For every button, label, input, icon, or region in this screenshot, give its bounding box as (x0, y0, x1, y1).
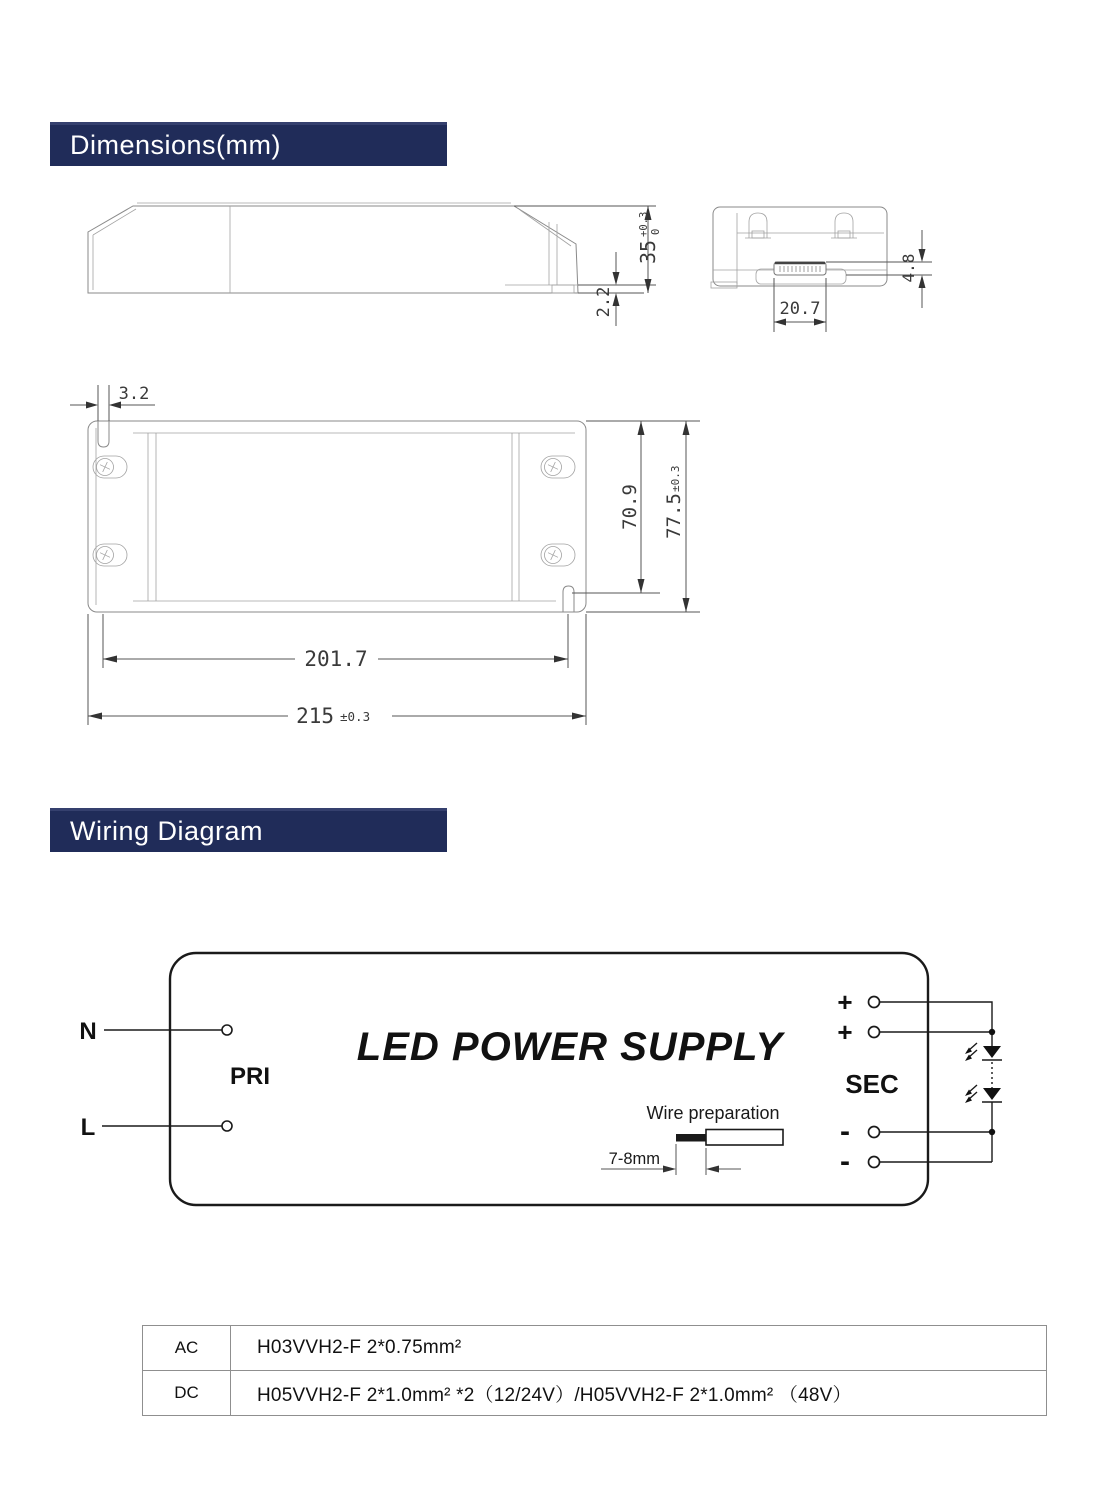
dim-slot-width-value: 3.2 (118, 384, 150, 404)
dim-mounting-pitch (103, 614, 568, 671)
side-view-drawing (88, 203, 662, 326)
dim-lip-2-2 (594, 252, 620, 326)
minus-label-2: - (840, 1145, 850, 1178)
plus-terminal-2 (869, 1027, 880, 1038)
wiring-diagram (79, 953, 1002, 1205)
wire-insulation (706, 1130, 783, 1146)
strip-length-label: 7-8mm (608, 1150, 660, 1168)
minus-terminal-1 (869, 1127, 880, 1138)
dim-overall-height-tol: ±0.3 (669, 465, 682, 492)
top-view-inner-horizontals (133, 433, 575, 601)
top-view-keyhole-slot-top (98, 421, 109, 447)
end-view-mount-post-2 (831, 213, 857, 238)
end-view-left-foot (711, 282, 737, 288)
neutral-terminal (222, 1025, 232, 1035)
primary-label: PRI (229, 1063, 271, 1090)
dim-slot-width (70, 384, 155, 421)
plus-terminal-1 (869, 997, 880, 1008)
wiring-section-title: Wiring Diagram (70, 816, 264, 846)
power-supply-box (170, 953, 928, 1205)
wire-preparation-inset (601, 1103, 783, 1175)
led-symbol-1 (965, 1043, 1002, 1061)
stripped-conductor (676, 1134, 706, 1142)
wire-type-dc-value: H05VVH2-F 2*1.0mm² *2（12/24V）/H05VVH2-F 2*1.0mm² （48V） (231, 1371, 1047, 1416)
side-view-left-chamfer (93, 209, 136, 290)
wire-type-dc-label: DC (143, 1371, 231, 1416)
dim-height-value: 35 (636, 239, 660, 265)
line-terminal (222, 1121, 232, 1131)
top-view-inner-verticals (148, 433, 519, 601)
junction-dot-minus (989, 1129, 995, 1135)
dim-overall-length-tol: ±0.3 (340, 709, 371, 724)
plus-label-2: + (837, 1017, 853, 1047)
wire-type-ac-label: AC (143, 1326, 231, 1371)
side-view-outline (88, 206, 578, 293)
top-view-screw-tabs (93, 456, 575, 566)
dim-overall-length-value: 215 (296, 704, 334, 728)
device-title: LED POWER SUPPLY (356, 1025, 784, 1069)
neutral-label: N (79, 1018, 97, 1045)
junction-dot-plus (989, 1029, 995, 1035)
wire-type-ac-value: H03VVH2-F 2*0.75mm² (231, 1326, 1047, 1371)
led-symbol-2 (965, 1085, 1002, 1103)
dim-body-height-value: 70.9 (619, 484, 641, 530)
plus-label-1: + (837, 987, 853, 1017)
line-label: L (80, 1114, 96, 1141)
table-row-dc (143, 1371, 1047, 1416)
minus-terminal-2 (869, 1157, 880, 1168)
table-row-ac (143, 1326, 1047, 1371)
top-view-keyhole-slot-bottom (563, 586, 574, 612)
dim-mounting-pitch-value: 201.7 (304, 647, 368, 671)
secondary-label: SEC (845, 1069, 899, 1099)
top-view-drawing (70, 384, 700, 728)
dimensions-section-title: Dimensions(mm) (70, 130, 282, 160)
side-view-foot (552, 285, 574, 293)
dim-connector-width-value: 20.7 (779, 299, 821, 319)
side-view-right-chamfer (520, 210, 571, 285)
top-view-screws (97, 459, 562, 564)
wire-prep-label: Wire preparation (646, 1103, 780, 1123)
end-view-drawing (711, 207, 932, 332)
dim-height-tol-upper: +0.3 (638, 211, 650, 237)
end-view-terminal-strip (774, 262, 826, 275)
dim-overall-length (88, 614, 586, 728)
wire-spec-table (142, 1325, 1047, 1416)
dim-connector-height-value: 4.8 (899, 253, 918, 283)
end-view-mount-post-1 (745, 213, 771, 238)
minus-label-1: - (840, 1115, 850, 1148)
dim-lip-value: 2.2 (594, 286, 614, 318)
dim-height-tol-lower: 0 (650, 228, 662, 235)
top-view-outline (88, 421, 586, 612)
dim-overall-height-value: 77.5 (663, 493, 685, 539)
